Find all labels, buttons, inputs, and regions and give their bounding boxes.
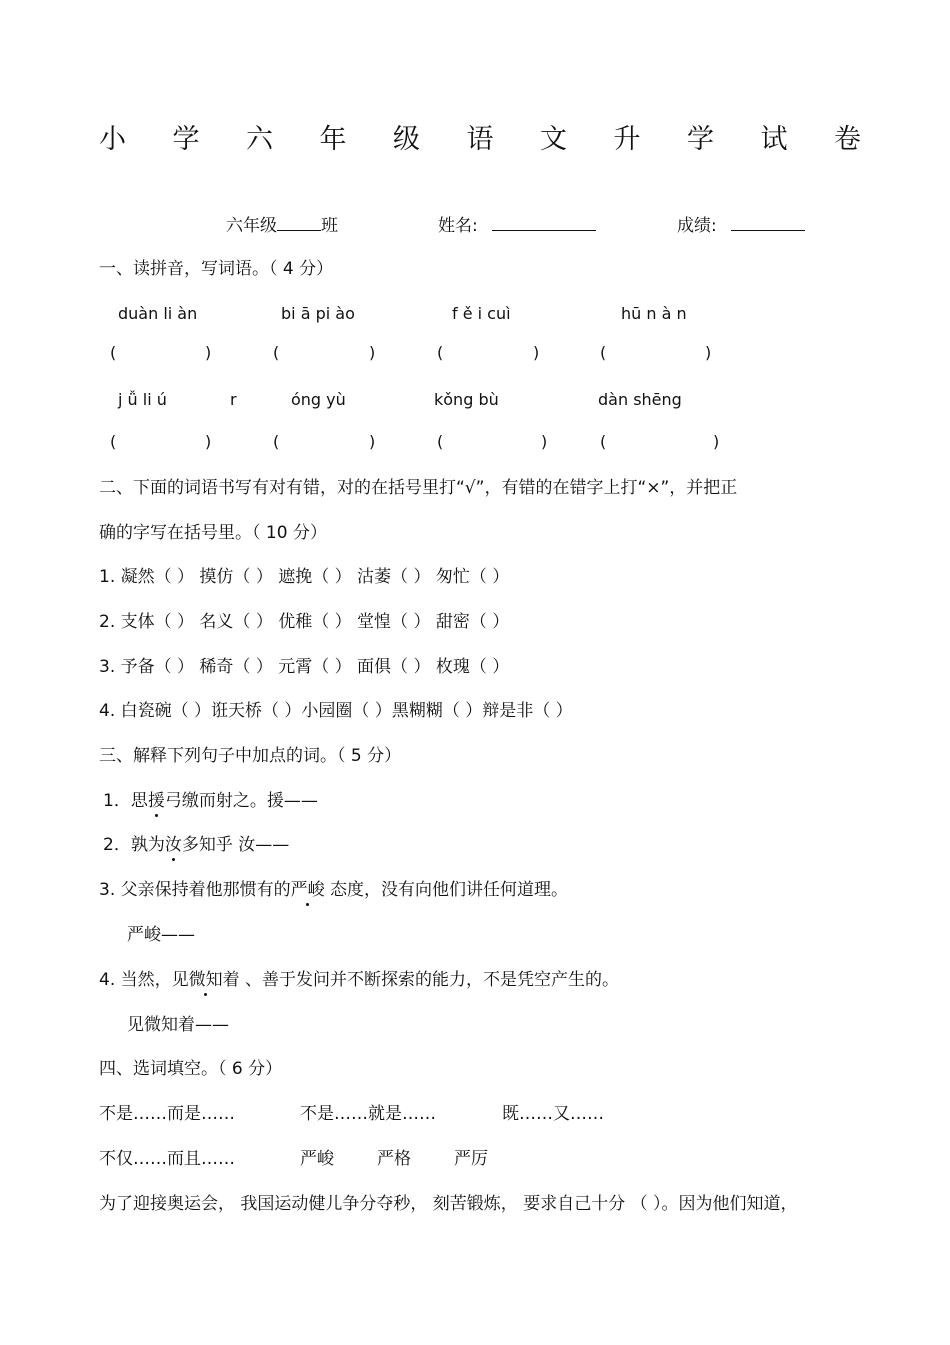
pinyin-item: f ě i cuì xyxy=(452,304,511,323)
section4-heading: 四、选词填空。（ 6 分） xyxy=(99,1059,283,1079)
pinyin-item: bi ā pi ào xyxy=(281,304,355,323)
item-text: 4. 当然， xyxy=(99,970,172,990)
title-char: 学 xyxy=(687,124,714,155)
item-text: 1．思 xyxy=(103,791,148,811)
section2-row: 2. 支体（ ） 名义（ ） 优稚（ ） 堂惶（ ） 甜密（ ） xyxy=(99,612,510,632)
pinyin-item: duàn li àn xyxy=(118,304,198,323)
paren-open: ( xyxy=(110,343,117,362)
title-char: 文 xyxy=(540,124,567,155)
section3-item xyxy=(103,834,289,856)
section2-row: 4. 白瓷碗（ ）诳天桥（ ）小园圈（ ）黑糊糊（ ）辩是非（ ） xyxy=(99,701,573,721)
exam-title xyxy=(99,124,861,156)
section4-passage: 为了迎接奥运会， 我国运动健儿争分夺秒， 刻苦锻炼， 要求自己十分 （ ）。因为他们知道， xyxy=(99,1194,798,1214)
word-option: 不是……就是…… xyxy=(300,1104,436,1124)
section3-answer: 严峻—— xyxy=(127,925,195,945)
paren-close: ) xyxy=(369,432,376,451)
item-text: 3. 父亲保持着他那惯有的 xyxy=(99,880,291,900)
paren-close: ) xyxy=(205,432,212,451)
paren-close: ) xyxy=(713,432,720,451)
score-blank[interactable] xyxy=(731,214,805,231)
score-field xyxy=(677,214,805,237)
item-text: 态度，没有向他们讲任何道理。 xyxy=(324,880,569,900)
section2-heading-line1: 二、下面的词语书写有对有错，对的在括号里打“√”，有错的在错字上打“×”，并把正 xyxy=(99,478,738,498)
class-field xyxy=(226,214,338,237)
dotted-word: 见微知着 xyxy=(171,970,240,990)
paren-open: ( xyxy=(110,432,117,451)
section3-heading: 三、解释下列句子中加点的词。（ 5 分） xyxy=(99,746,402,766)
title-char: 年 xyxy=(319,124,347,155)
class-suffix: 班 xyxy=(321,216,338,236)
paren-open: ( xyxy=(600,343,607,362)
section2-row: 1. 凝然（ ） 摸仿（ ） 遮挽（ ） 沽萎（ ） 匆忙（ ） xyxy=(99,567,510,587)
paren-close: ) xyxy=(369,343,376,362)
item-text: 弓缴而射之。援—— xyxy=(164,791,318,811)
item-text: 多知乎 汝—— xyxy=(181,835,290,855)
score-label: 成绩: xyxy=(677,216,717,236)
name-blank[interactable] xyxy=(492,214,596,231)
section3-item xyxy=(103,790,318,812)
title-char: 语 xyxy=(466,124,494,155)
title-char: 六 xyxy=(246,124,273,155)
pinyin-item: kǒng bù xyxy=(434,390,499,409)
item-text: 2．孰为 xyxy=(103,835,165,855)
dotted-word: 汝 xyxy=(164,835,182,855)
paren-open: ( xyxy=(273,432,280,451)
section1-heading: 一、读拼音，写词语。（ 4 分） xyxy=(99,259,334,279)
title-char: 级 xyxy=(393,124,420,155)
word-option: 严格 xyxy=(377,1149,411,1169)
title-char: 学 xyxy=(172,124,200,155)
paren-close: ) xyxy=(541,432,548,451)
word-option: 严厉 xyxy=(454,1149,488,1169)
item-text: 、善于发问并不断探索的能力，不是凭空产生的。 xyxy=(239,970,620,990)
paren-close: ) xyxy=(205,343,212,362)
class-prefix: 六年级 xyxy=(226,216,277,236)
word-option: 严峻 xyxy=(300,1149,334,1169)
word-option: 不仅……而且…… xyxy=(99,1149,235,1169)
title-char: 卷 xyxy=(834,124,861,155)
section3-answer: 见微知着—— xyxy=(127,1015,229,1035)
section2-row: 3. 予备（ ） 稀奇（ ） 元霄（ ） 面俱（ ） 枚瑰（ ） xyxy=(99,657,510,677)
word-option: 既……又…… xyxy=(502,1104,604,1124)
name-field xyxy=(438,214,596,237)
name-label: 姓名: xyxy=(438,216,478,236)
class-blank[interactable] xyxy=(277,214,321,231)
pinyin-item: r xyxy=(230,390,237,409)
paren-close: ) xyxy=(533,343,540,362)
title-char: 小 xyxy=(99,124,126,155)
pinyin-item: óng yù xyxy=(291,390,346,409)
dotted-word: 严峻 xyxy=(290,880,325,900)
section3-item xyxy=(99,969,619,991)
title-char: 试 xyxy=(760,124,788,155)
pinyin-item: hū n à n xyxy=(621,304,687,323)
paren-open: ( xyxy=(273,343,280,362)
section3-item xyxy=(99,879,568,901)
paren-close: ) xyxy=(705,343,712,362)
paren-open: ( xyxy=(437,432,444,451)
dotted-word: 援 xyxy=(147,791,165,811)
pinyin-item: j ǚ li ú xyxy=(118,390,167,409)
pinyin-item: dàn shēng xyxy=(598,390,682,409)
title-char: 升 xyxy=(613,124,641,155)
section2-heading-line2: 确的字写在括号里。（ 10 分） xyxy=(99,523,327,543)
paren-open: ( xyxy=(600,432,607,451)
paren-open: ( xyxy=(437,343,444,362)
word-option: 不是……而是…… xyxy=(99,1104,235,1124)
